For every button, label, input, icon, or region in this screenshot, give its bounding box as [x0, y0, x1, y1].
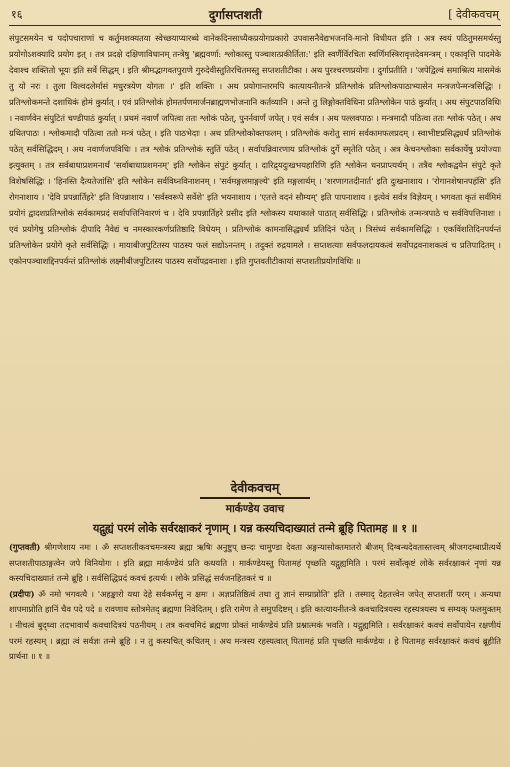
- section-title: देवीकवचम्: [230, 480, 280, 495]
- verse-line: यद्गुह्यं परमं लोके सर्वरक्षाकरं नृणाम् । यन्न कस्यचिदाख्यातं तन्मे ब्रूहि पितामह ॥ १ ॥: [92, 521, 418, 535]
- commentary-text: ॐ नमो भगवत्यै । 'अहङ्कारो यथा देहे सर्वकर्मसु न क्षमः । अज्ञप्रतिष्ठित्वं तथा तु ज्ञानं सम्प्राप्नोति' इति । तस्माद् देहतत्त्वेन जपेत् सप्तशतीं परम् । अन्यथा शापमाप्नोति हानिं चैव पदे पदे ॥ रावणाय स्तोत्रमेतद् ब्रह्मणा निवेदितम् । इति रामेण ते समुपदिष्टम् । इति कात्यायनीतन्त्रे कवचादित्रयस्य रहस्यत्रयस्य च सम्यक् फलमुक्तम् । नीचत्वं बुद्ध्वा तदभावार्थं कवचादित्रयं पठनीयम् । तत्र कवचमिदं ब्रह्मणा प्रोक्तं मार्कण्डेयं प्रति प्रश्नात्मकं भवति । यद्गुह्यमिति । सर्वरक्षाकरं कवचं सर्वोपायेन रक्षणीयं परमं रहस्यम् । ब्रह्मा त्वं सर्वज्ञः तन्मे ब्रूहि । न तु कस्यचित् कथितम् । अथ मन्त्रस्य रहस्यत्वात् पितामहं प्रति पृच्छति मार्कण्डेयः । हे पितामह सर्वरक्षाकरं कवचं ब्रूहीति प्रार्थना ॥ १ ॥: [9, 588, 501, 662]
- commentary-text: श्रीगणेशाय नमः । ॐ सप्तशतीकवचमन्त्रस्य ब्रह्मा ऋषिः अनुष्टुप् छन्दः चामुण्डा देवता अङ्गन्यासोक्तमातरो बीजम् दिग्बन्धदेवतास्तत्त्वम् श्रीजगदम्बाप्रीत्यर्थे सप्तशतीपाठाङ्गत्वेन जपे विनियोगः । इति ब्रह्मा मार्कण्डेयं प्रति कथयति । मार्कण्डेयस्तु पितामहं पृच्छति यद्गुह्यमिति । परमं सर्वोत्कृष्टं लोके सर्वरक्षाकरं नृणां यन्न कस्यचिदाख्यातं तन्मे ब्रूहि । सर्वसिद्धिप्रदं कवचं इत्यर्थः । लोके प्रसिद्धं सर्वजनहितकरं च ॥: [9, 542, 501, 584]
- commentary-label: (प्रदीपः): [9, 588, 35, 599]
- commentary-block: [9, 540, 501, 748]
- prayoga-paragraph: संपुटसमयेन च पदोपचाराणां च कर्तुमशक्यतया स्वेच्छयाप्यारब्धे वानेकदिनसाध्यैकप्रयोगप्रकारो उपवासनैवेद्यभजनवि-मानो विधीयत इति । अत्र स्वयं पठितुमसमर्थस्तु प्रयोगोऽशक्यादि प्रयोग इत् । तत्र प्रदक्षे दक्षिणाविधानम् तन्त्रेषु 'ब्रह्मवर्णा: श्लोकास्तु पञ्चाशत्प्रकीर्तिता:' इति स्वर्णैर्विरचितः स्वर्णिमस्त्रिरावृत्तदेवमन्त्रम् । एकावृत्ति पादमेके देवाश्च शक्तितो भूयः इति सर्वे सिद्धम् । इति श्रीमद्भागवतपुराणे गुरुदेवीस्तुतिरचितमस्तु सप्तशतीटीका । अथ पुरश्चरणप्रयोगः । दुर्गाप्रतीति । 'जपेद्विल्वं समाश्रित्य मासमेकं तु यो नरः । तुला विल्वदलेर्मासं मधुरत्रयेण योगतः ।' इति शक्तिः । अथ प्रयोगान्तरमपि कात्यायनीतन्त्रे प्रतिश्लोकं प्रतिश्लोकपाठाभ्यासेन मन्त्रजपेन्मन्त्रसिद्धिः । प्रतिश्लोकमन्ते दशाधिकं होमं कुर्यात् । एवं प्रतिश्लोकं होमतर्पणमार्जनब्राह्मणभोजनानि कर्तव्यानि । अन्ते तु लिङ्गोक्तविधिना प्रतिश्लोकेन पाठं कुर्यात् । अथ संपुटपाठविधिः । नवार्णवेन संपुटितं चण्डीपाठं कुर्यात् । प्रथमं नवार्णं जपित्वा ततः श्लोकं पठेत्, पुनर्नवार्णं जपेत् । एवं सर्वत्र । अथ पल्लवपाठः । मन्त्रमादौ पठित्वा ततः श्लोकं पठेत् । अथ ग्रथितपाठः । श्लोकमादौ पठित्वा ततो मन्त्रं पठेत् । इति पाठभेदाः । अथ प्रतिश्लोकोक्तफलम् । प्रतिश्लोकं करोतु सामं सर्वकामफलप्रदम् । स्वाभीष्टप्रसिद्ध्यर्थं प्रतिश्लोकं पठेत् सर्वसिद्धिदम् । अथ नवार्णजपविधिः । तत्र श्लोकं प्रतिश्लोकं स्तुतिं पठेत् । सर्वापन्निवारणाय प्रतिश्लोकं दुर्गे स्मृतेति पठेत् । अत्र केचनश्लोकाः सर्वकार्येषु प्रयोज्याः इत्युक्तम् । तत्र सर्वबाधाप्रशमनार्थं 'सर्वाबाधाप्रशमनम्' इति श्लोकेन संपुटं कुर्यात् । दारिद्र्यदुःखभयहारिणि इति श्लोकेन धनप्राप्त्यर्थम् । तत्रैव श्लोकद्वयेन संपुटे कृते विशेषसिद्धिः । 'हिनस्ति दैत्यतेजांसि' इति श्लोकेन सर्वविघ्नविनाशनम् । 'सर्वमङ्गलमाङ्गल्ये' इति मङ्गलार्थम् । 'शरणागतदीनार्त' इति दुःखनाशाय । 'रोगानशेषानपहंसि' इति रोगनाशाय । 'देवि प्रपन्नार्तिहरे' इति विपन्नाशाय । 'सर्वस्वरूपे सर्वेशे' इति भयनाशाय । 'एतत्ते वदनं सौम्यम्' इति पापनाशाय । इत्येवं सर्वत्र विज्ञेयम् । भगवता कृतं सर्वमिमं प्रयोगं द्वादशप्रतिश्लोकं सर्वकामप्रदं सर्वापत्तिनिवारणं च । देवि प्रपन्नार्तिहरे प्रसीद इति श्लोकस्य यथाकाले पाठात् सर्वसिद्धिः । प्रतिश्लोकं तन्मन्त्रपाठे च सर्वविपत्तिनाशः । एवं प्रयोगेषु प्रतिश्लोकं दीपादि नैवेद्यं च नमस्कारकर्णप्रतिष्ठादि विधेयम् । प्रतिश्लोकं कामनासिद्ध्यर्थं प्रतिदिनं पठेत् । त्रिसंध्यं सर्वकामसिद्धिः । एकविंशतिदिनपर्यन्तं प्रतिश्लोकेन प्रयोगे कृते सर्वसिद्धिः । मायाबीजपुटितस्य पाठस्य फलं सद्योऽनन्तम् । तदुक्तं रुद्रयामले । सप्तशत्याः सर्वफलदायकत्वं सर्वोपद्रवनाशकत्वं च प्रतिपादितम् । एकोनपञ्चाशद्दिनपर्यन्तं प्रतिश्लोकं लक्ष्मीबीजपुटितस्य पाठस्य सर्वोपद्रवनाशः । इति गुप्तवतीटीकायां सप्तशतीप्रयोगविधिः ॥: [9, 33, 501, 266]
- section-label: [ देवीकवचम्: [448, 7, 499, 21]
- commentary-label: (गुप्तवती): [9, 542, 41, 552]
- page-header: [9, 5, 501, 26]
- book-title: दुर्गासप्तशती: [208, 7, 262, 22]
- commentary-pradipa: [9, 587, 501, 665]
- speaker-line: मार्कण्डेय उवाच: [225, 503, 285, 515]
- commentary-guptavati: [9, 540, 501, 587]
- title-underline: [200, 497, 310, 499]
- page-number: १६: [11, 7, 23, 21]
